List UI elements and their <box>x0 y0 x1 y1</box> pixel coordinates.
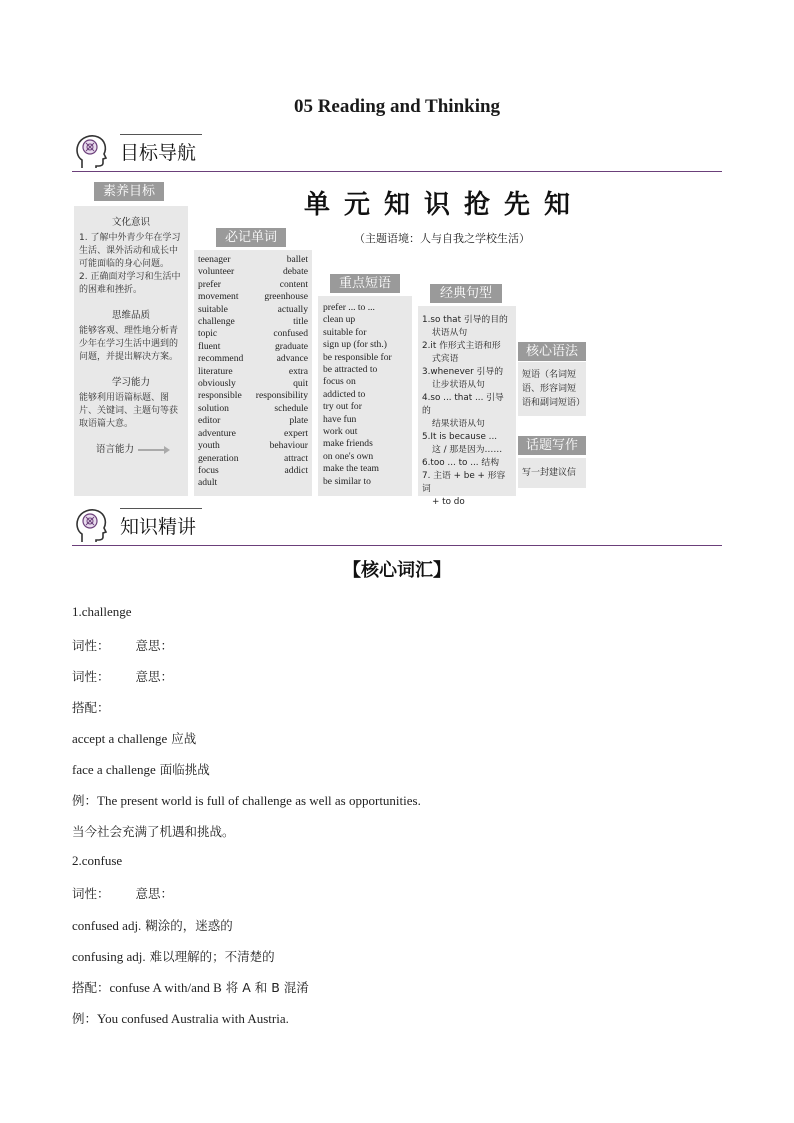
vocab-word: generation <box>198 452 239 464</box>
tag-writing: 话题写作 <box>518 436 586 455</box>
phrase-item: make friends <box>323 438 373 450</box>
vocab-word: suitable <box>198 303 228 315</box>
vocab-word: schedule <box>274 402 308 414</box>
vocab-word <box>253 477 308 489</box>
phrases-panel <box>318 296 412 496</box>
word2-pos-line: 词性： 意思： <box>72 886 174 901</box>
word2-adj-2: confusing adj. 难以理解的；不清楚的 <box>72 949 275 964</box>
vocab-word: title <box>293 316 308 328</box>
thinking-heading: 思维品质 <box>111 310 150 321</box>
sentence-pattern-item: 式宾语 <box>432 354 459 364</box>
tag-grammar: 核心语法 <box>518 342 586 361</box>
vocab-word: obviously <box>198 378 236 390</box>
writing-panel <box>518 458 586 488</box>
overview-title: 单元知识抢先知 <box>304 190 585 220</box>
word1-collocation-label: 搭配： <box>72 700 110 715</box>
vocab-word: graduate <box>274 340 308 352</box>
vocab-word: confused <box>273 328 308 340</box>
phrase-item: be similar to <box>323 475 371 487</box>
phrase-item: have fun <box>323 413 357 425</box>
vocab-word: plate <box>289 415 308 427</box>
word1-pos-line-1: 词性： 意思： <box>72 638 174 653</box>
vocab-word: literature <box>198 365 233 377</box>
vocab-word: fluent <box>198 340 221 352</box>
sentence-pattern-item: 1.so that 引导的目的 <box>422 315 508 325</box>
vocab-word: content <box>279 278 308 290</box>
section-label: 知识精讲 <box>120 516 197 538</box>
vocab-word: youth <box>198 440 220 452</box>
overview-subtitle: （主题语境：人与自我之学校生活） <box>354 232 530 245</box>
vocab-word: volunteer <box>198 266 235 278</box>
culture-text: 1. 了解中外青少年在学习生活、课外活动和成长中可能面临的身心问题。 2. 正确面对学习和生活中的困难和挫折。 <box>79 233 181 295</box>
vocab-word: greenhouse <box>264 291 308 303</box>
vocab-word: prefer <box>198 278 221 290</box>
vocab-word: movement <box>198 291 239 303</box>
vocab-word: adult <box>198 477 218 489</box>
phrase-item: suitable for <box>323 326 367 338</box>
vocab-word: teenager <box>198 254 231 265</box>
brain-head-icon <box>72 132 112 172</box>
vocab-word: editor <box>198 415 221 427</box>
vocab-word: addict <box>284 464 308 476</box>
section-label: 目标导航 <box>120 142 197 164</box>
sentence-pattern-item: 这 / 那是因为…… <box>432 445 503 455</box>
sentence-pattern-item: 6.too ... to ... 结构 <box>422 458 499 468</box>
word1-pos-line-2: 词性： 意思： <box>72 669 174 684</box>
vocab-word: solution <box>198 402 229 414</box>
sentence-pattern-item: 状语从句 <box>432 328 468 338</box>
language-label: 语言能力 <box>95 444 134 455</box>
vocab-word: actually <box>277 303 308 315</box>
section-header-knowledge <box>72 506 722 546</box>
vocab-word: adventure <box>198 427 236 439</box>
phrase-item: prefer ... to ... <box>323 302 375 313</box>
word2-collocation: 搭配：confuse A with/and B 将 A 和 B 混淆 <box>72 980 309 995</box>
vocab-word: behaviour <box>269 440 308 452</box>
tag-vocab: 必记单词 <box>216 228 286 247</box>
grammar-panel <box>518 362 586 416</box>
phrase-item: work out <box>323 426 358 438</box>
word1-phrase-2: face a challenge 面临挑战 <box>72 762 210 777</box>
sentence-pattern-item: 4.so ... that ... 引导的 <box>422 393 504 416</box>
vocab-word: ballet <box>286 254 308 265</box>
vocab-word: extra <box>288 365 308 377</box>
vocab-word: attract <box>284 452 308 464</box>
vocab-word: topic <box>198 328 218 340</box>
phrase-item: make the team <box>323 463 379 475</box>
vocab-panel <box>194 250 312 496</box>
thinking-text: 能够客观、理性地分析青少年在学习生活中遇到的问题，并提出解决方案。 <box>79 326 179 362</box>
phrase-item: sign up (for sth.) <box>323 339 387 351</box>
sentence-pattern-item: 3.whenever 引导的 <box>422 367 503 377</box>
culture-heading: 文化意识 <box>111 217 150 228</box>
learning-heading: 学习能力 <box>111 377 150 388</box>
word1-heading: 1.challenge <box>72 604 132 619</box>
unit-overview-diagram <box>72 178 722 507</box>
vocab-word: focus <box>198 464 219 476</box>
word1-example-zh: 当今社会充满了机遇和挑战。 <box>72 824 235 839</box>
learning-text: 能够利用语篇标题、图片、关键词、主题句等获取语篇大意。 <box>79 393 179 429</box>
vocab-word: challenge <box>198 316 235 328</box>
phrase-item: focus on <box>323 376 356 388</box>
sentence-pattern-item: 2.it 作形式主语和形 <box>422 341 501 351</box>
vocab-word: debate <box>282 266 308 278</box>
vocab-word: recommend <box>198 353 244 365</box>
vocab-word: responsibility <box>255 390 308 402</box>
section-header-goals <box>72 132 722 172</box>
grammar-text: 短语（名词短语、形容词短语和副词短语） <box>522 370 586 408</box>
arrow-right-icon <box>138 449 166 451</box>
tag-literacy-goals: 素养目标 <box>94 182 164 201</box>
word1-phrase-1: accept a challenge 应战 <box>72 731 197 746</box>
vocab-grid <box>198 254 308 490</box>
phrase-item: be responsible for <box>323 351 392 363</box>
vocab-word: quit <box>293 378 308 390</box>
vocab-word: responsible <box>198 390 242 402</box>
vocab-word: expert <box>284 427 308 439</box>
phrase-item: on one's own <box>323 450 374 462</box>
word2-heading: 2.confuse <box>72 853 123 868</box>
tag-sentences: 经典句型 <box>430 284 502 303</box>
phrase-item: be attracted to <box>323 364 378 376</box>
sentence-pattern-item: 让步状语从句 <box>432 380 485 390</box>
sentence-pattern-item: 7. 主语 + be + 形容词 <box>422 471 506 494</box>
language-ability <box>79 441 183 455</box>
sentence-pattern-item: 结果状语从句 <box>432 419 485 429</box>
brain-head-icon <box>72 506 112 546</box>
word2-example-en: 例：You confused Australia with Austria. <box>72 1011 289 1026</box>
writing-text: 写一封建议信 <box>522 468 577 478</box>
sentences-panel <box>418 306 516 507</box>
core-vocab-title: 【核心词汇】 <box>343 560 451 581</box>
literacy-goals-panel <box>74 206 188 496</box>
tag-phrases: 重点短语 <box>330 274 400 293</box>
vocab-word: advance <box>276 353 308 365</box>
word1-example-en: 例：The present world is full of challenge as well as opportunities. <box>72 793 421 808</box>
word2-adj-1: confused adj. 糊涂的，迷惑的 <box>72 918 233 933</box>
sentence-pattern-item: 5.It is because ... <box>422 432 498 442</box>
phrase-item: try out for <box>323 401 362 413</box>
phrase-item: addicted to <box>323 388 366 400</box>
document-title: 05 Reading and Thinking <box>293 96 501 117</box>
sentence-pattern-item: + to do <box>432 497 465 507</box>
phrase-item: clean up <box>323 314 356 326</box>
